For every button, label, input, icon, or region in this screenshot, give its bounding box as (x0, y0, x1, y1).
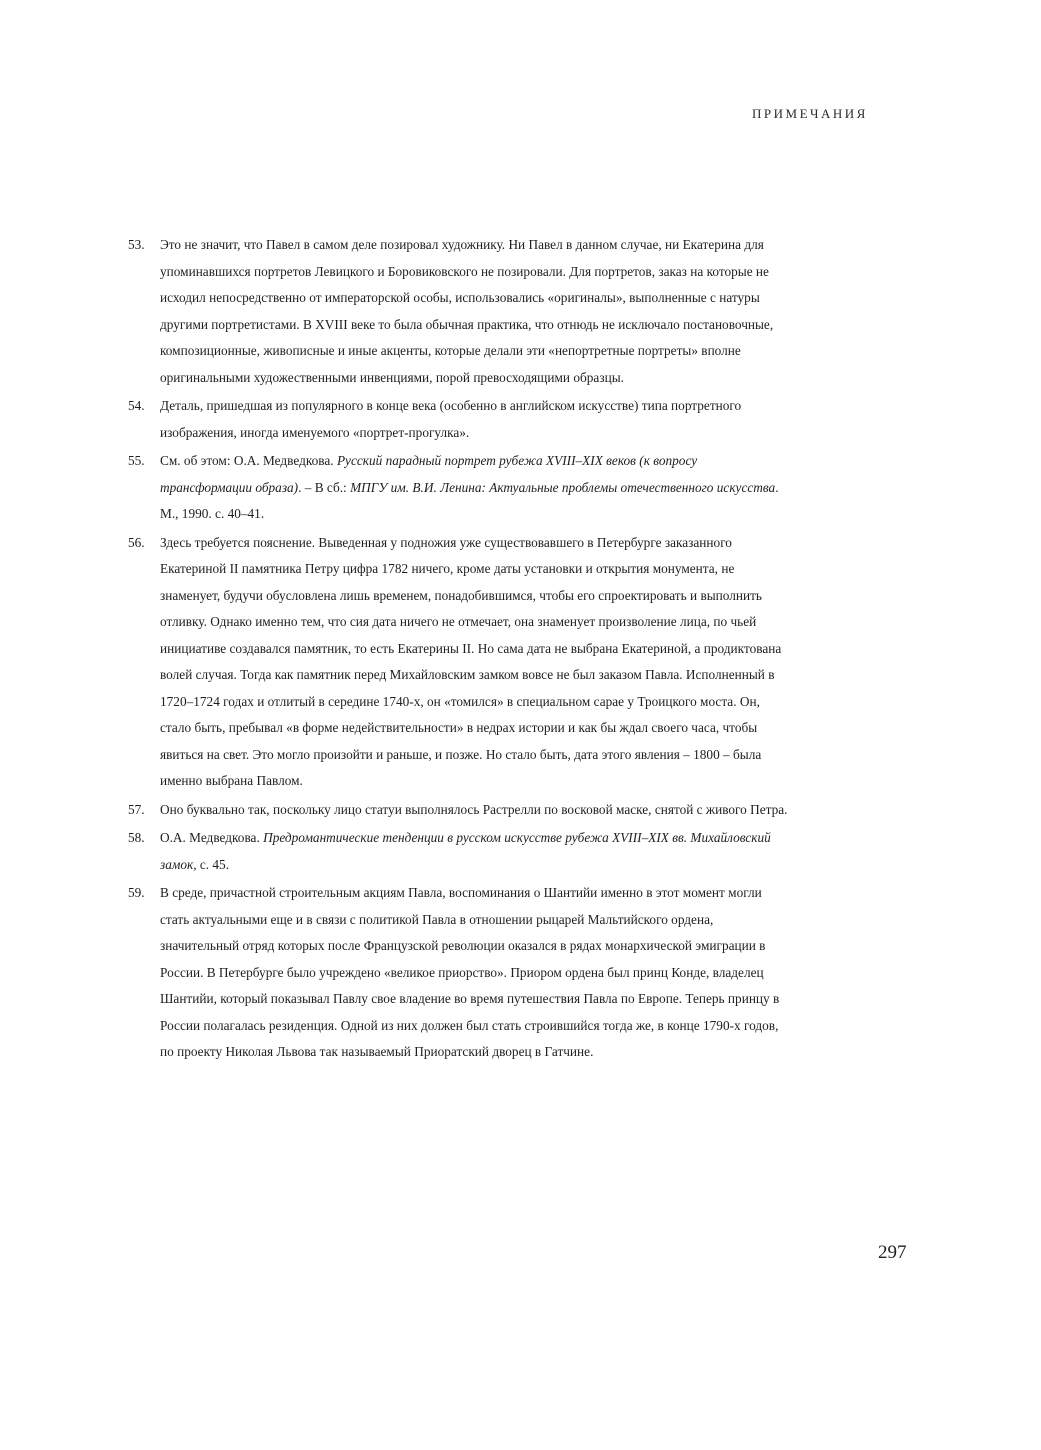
endnote-number: 55. (128, 453, 145, 468)
text-run: Здесь требуется пояснение. Выведенная у подножия уже существовавшего в Петербурге заказанного Екатериной II памятника Петру цифра 1782 ничего, кроме даты установки и открытия монумента, не знаменует, будучи обусловлена лишь временем, понадобившимся, чтобы его спроектировать и выполнить отливку. Однако именно тем, что сия дата ничего не отмечает, она знаменует произволение лица, по чьей инициативе создавался памятник, то есть Екатерины II. Но сама дата не выбрана Екатериной, а продиктована волей случая. Тогда как памятник перед Михайловским замком вовсе не был заказом Павла. Исполненный в 1720–1724 годах и отлитый в середине 1740-х, он «томился» в специальном сарае у Троицкого моста. Он, стало быть, пребывал «в форме недействительности» в недрах истории и как бы ждал своего часа, чтобы явиться на свет. Это могло произойти и раньше, и позже. Но стало быть, дата этого явления – 1800 – была именно выбрана Павлом. (160, 534, 782, 788)
text-run: . М., 1990. с. 40–41. (160, 479, 779, 521)
text-run: См. об этом: О.А. Медведкова. (160, 453, 337, 468)
italic-title: МПГУ им. В.И. Ленина: Актуальные проблемы отечественного искусства (350, 479, 776, 495)
text-run: О.А. Медведкова. (160, 830, 264, 845)
endnote-number: 57. (128, 801, 145, 817)
endnote (128, 530, 788, 795)
text-run: В среде, причастной строительным акциям Павла, воспоминания о Шантийи именно в этот момент могли стать актуальными еще и в связи с политикой Павла в отношении рыцарей Мальтийского ордена, значительный отряд которых после Французской революции оказался в рядах монархической эмиграции в России. В Петербурге было учреждено «великое приорство». Приором ордена был принц Конде, владелец Шантийи, который показывал Павлу свое владение во время путешествия Павла по Европе. Теперь принцу в России полагалась резиденция. Одной из них должен был стать строившийся тогда же, в конце 1790-х годов, по проекту Николая Львова так называемый Приоратский дворец в Гатчине. (160, 885, 780, 1059)
endnote (128, 825, 788, 878)
text-run: Это не значит, что Павел в самом деле позировал художнику. Ни Павел в данном случае, ни Екатерина для упоминавшихся портретов Левицкого и Боровиковского не позировали. Для портретов, заказ на которые не исходил непосредственно от императорской особы, использовались «оригиналы», выполненные с натуры другими портретистами. В XVIII веке то была обычная практика, что отнюдь не исключало постановочные, композиционные, живописные и иные акценты, которые делали эти «непортретные портреты» вполне оригинальными художественными инвенциями, порой превосходящими образцы. (160, 237, 774, 385)
endnote-text (160, 232, 788, 391)
endnote-text (160, 880, 788, 1066)
endnote-text (160, 797, 788, 824)
italic-title: Русский парадный портрет рубежа XVIII–XIX веков (к вопросу трансформации образа) (160, 453, 698, 495)
notes-list (128, 232, 788, 1068)
italic-title: Предромантические тенденции в русском искусстве рубежа XVIII–XIX вв. Михайловский замок (160, 830, 771, 872)
endnote-number: 54. (128, 398, 145, 413)
endnote (128, 232, 788, 391)
endnote-number: 58. (128, 830, 145, 845)
endnote-text (160, 393, 788, 446)
endnote-text (160, 530, 788, 795)
endnote (128, 797, 788, 824)
endnote-number: 53. (128, 237, 145, 252)
endnote-text (160, 448, 788, 528)
endnote (128, 393, 788, 446)
endnote (128, 880, 788, 1066)
endnote (128, 448, 788, 528)
text-run: , с. 45. (193, 856, 230, 872)
text-run: Деталь, пришедшая из популярного в конце века (особенно в английском искусстве) типа портретного изображения, иногда именуемого «портрет-прогулка». (160, 398, 742, 440)
text-run: . – В сб.: (298, 479, 351, 495)
endnote-text (160, 825, 788, 878)
endnote-number: 59. (128, 885, 145, 900)
running-header: ПРИМЕЧАНИЯ (752, 106, 868, 121)
endnote-number: 56. (128, 534, 145, 550)
page-number: 297 (878, 1242, 907, 1263)
text-run: Оно буквально так, поскольку лицо статуи выполнялось Растрелли по восковой маске, снятой с живого Петра. (160, 801, 788, 817)
